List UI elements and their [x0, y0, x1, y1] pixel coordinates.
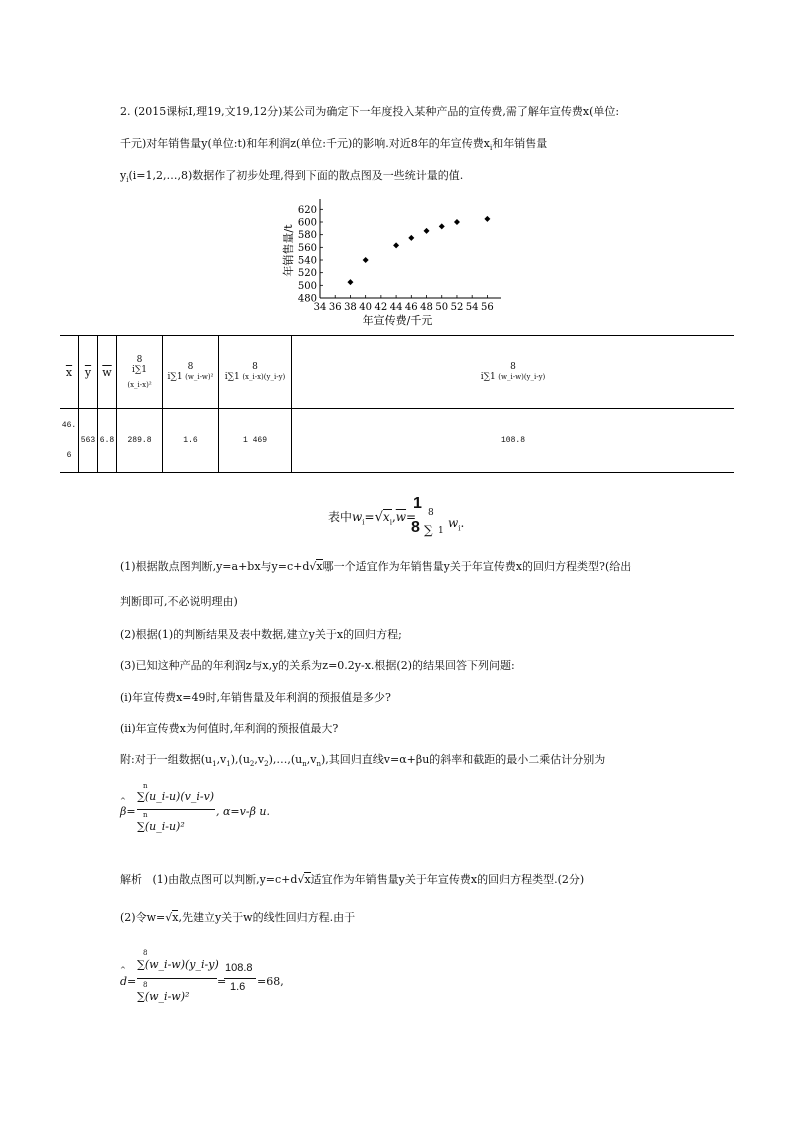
y-axis-label: 年销售量/t — [282, 224, 295, 277]
solution-2: (2)令w=√x,先建立y关于w的线性回归方程.由于 — [120, 911, 356, 924]
value-sum-ww: 1.6 — [163, 409, 219, 473]
x-tick-label: 34 — [313, 302, 327, 313]
appendix-dots: ),…,(u — [268, 753, 303, 766]
sum-expression: i∑1 (w_i-w)² — [167, 372, 214, 382]
y-tick-label: 500 — [297, 280, 317, 292]
note-comma: , — [391, 510, 396, 524]
x-tick-label: 50 — [435, 302, 449, 313]
appendix-start: 附:对于一组数据(u — [120, 753, 213, 766]
value-xbar: 46. 6 — [60, 409, 79, 473]
problem-line-2-end: 和年销售量 — [492, 137, 548, 150]
alpha-formula: , α=v-β u. — [216, 805, 271, 818]
x-tick-label: 42 — [374, 302, 388, 313]
d-label: d= — [120, 975, 137, 988]
solution-label: 解析 — [120, 873, 142, 886]
table-note — [328, 508, 416, 526]
subscript-i: i — [126, 176, 129, 185]
q1-part-b: 哪一个适宜作为年销售量y关于年宣传费x的回归方程类型?(给出 — [322, 560, 632, 573]
beta-label: β= — [120, 805, 136, 818]
table-value-row — [60, 409, 734, 473]
value-sum-wy: 108.8 — [292, 409, 735, 473]
d-frac-den: 1.6 — [230, 981, 246, 993]
sum-top: 8 — [252, 362, 258, 372]
data-point — [454, 219, 460, 225]
solution-1-text: (1)由散点图可以判断,y=c+d — [152, 873, 298, 886]
note-w-sub: i — [362, 518, 365, 527]
x-tick-label: 54 — [465, 302, 479, 313]
w-var: w — [352, 510, 363, 524]
frac-num: 1 — [413, 495, 422, 512]
question-3-ii: (ii)年宣传费x为何值时,年利润的预报值最大? — [120, 722, 339, 735]
x-tick-label: 56 — [481, 302, 494, 313]
problem-line-2-text: 千元)对年销售量y(单位:t)和年利润z(单位:千元)的影响.对近8年的年宣传费x — [120, 137, 490, 150]
sqrt-icon: √ — [309, 560, 317, 573]
d-den-top: 8 — [143, 981, 148, 989]
value-sum-xx: 289.8 — [117, 409, 163, 473]
table-header-row — [60, 336, 734, 409]
d-equals: = — [217, 975, 227, 988]
d-frac2-line — [224, 978, 256, 979]
note-sqrt-sub: i — [389, 518, 392, 527]
value-sum-xy: 1 469 — [219, 409, 292, 473]
d-numerator: ∑(w_i-w)(y_i-y) — [137, 958, 219, 971]
y-tick-label: 560 — [297, 242, 317, 254]
sum-bottom: 1 — [438, 526, 444, 536]
question-2: (2)根据(1)的判断结果及表中数据,建立y关于x的回归方程; — [120, 628, 402, 641]
data-point — [424, 228, 430, 234]
appendix-rest: ),(u — [230, 753, 250, 766]
d-denominator: ∑(w_i-w)² — [137, 990, 190, 1003]
question-3-i: (i)年宣传费x=49时,年销售量及年利润的预报值是多少? — [120, 691, 391, 704]
y-tick-label: 520 — [297, 268, 317, 280]
sum-top: 8 — [428, 508, 434, 518]
note-sqrt-arg: x — [382, 510, 390, 524]
beta-denominator: ∑(u_i-u)² — [137, 820, 185, 833]
problem-line-2 — [120, 137, 547, 155]
x-tick-label: 38 — [344, 302, 357, 313]
sum-term: (x_i-x)² — [127, 381, 152, 389]
problem-line-1: 2. (2015课标Ⅰ,理19,文19,12分)某公司为确定下一年度投入某种产品的宣传费,需了解年宣传费x(单位: — [120, 105, 620, 118]
header-ybar: $\overline{y}$ — [79, 336, 98, 409]
y-tick-label: 540 — [297, 255, 317, 267]
sum-top: 8 — [510, 362, 516, 372]
sqrt-icon: √ — [297, 873, 305, 886]
appendix-end: ),其回归直线v=α+βu的斜率和截距的最小二乘估计分别为 — [321, 753, 606, 766]
stats-table — [60, 335, 734, 473]
question-1: (1)根据散点图判断,y=a+bx与y=c+d√x哪一个适宜作为年销售量y关于年宣传费x的回归方程类型?(给出 — [120, 560, 632, 573]
hat-icon: ^ — [120, 797, 126, 805]
value-ybar: 563 — [79, 409, 98, 473]
x-tick-label: 48 — [420, 302, 433, 313]
d-result: =68, — [257, 975, 284, 988]
value-wbar: 6.8 — [98, 409, 117, 473]
header-sum-xy — [219, 336, 292, 409]
header-sum-ww — [163, 336, 219, 409]
note-eq: = — [364, 510, 375, 524]
problem-line-3 — [120, 169, 463, 187]
note-eq2: = — [406, 510, 417, 524]
data-point — [347, 279, 353, 285]
y-tick-label: 620 — [297, 204, 317, 216]
data-point — [363, 257, 369, 263]
sum-symbol: ∑ — [424, 523, 433, 537]
header-wbar: $\overline{w}$ — [98, 336, 117, 409]
sqrt-icon: √ — [165, 911, 173, 924]
sum-expression: i∑1 (x_i-x)(y_i-y) — [224, 372, 286, 382]
subscript-i: i — [490, 144, 493, 153]
appendix: 附:对于一组数据$(u_1,v_1),(u_2,v_2),\dots,(u_n,v_n)$,其回归直线v=α+βu的斜率和截距的最小二乘估计分别为 — [120, 753, 606, 769]
data-point — [484, 216, 490, 222]
solution-2-text: (2)令w= — [120, 911, 166, 924]
w-bar: $\overline{w}$ — [395, 510, 407, 524]
solution-1: 解析 (1)由散点图可以判断,y=c+d√x适宜作为年销售量y关于年宣传费x的回归方程类型.(2分) — [120, 873, 585, 886]
sum-tail: $w_i$. — [448, 516, 465, 533]
d-num-top: 8 — [143, 949, 148, 957]
beta-numerator: ∑(u_i-u)(v_i-v) — [137, 790, 215, 803]
data-point — [393, 242, 399, 248]
y-var: y — [120, 169, 127, 182]
q1-part-a: (1)根据散点图判断,y=a+bx与y=c+d — [120, 560, 310, 573]
x-tick-label: 52 — [450, 302, 464, 313]
problem-line-3-end: (i=1,2,…,8)数据作了初步处理,得到下面的散点图及一些统计量的值. — [128, 169, 464, 182]
x-tick-label: 40 — [359, 302, 373, 313]
beta-fraction-line — [137, 809, 215, 810]
hat-icon: ^ — [120, 966, 126, 974]
beta-den-top: n — [143, 811, 148, 819]
data-point — [408, 235, 414, 241]
sum-expression: i∑1 (w_i-w)(y_i-y) — [480, 372, 546, 382]
question-1-cont: 判断即可,不必说明理由) — [120, 595, 238, 608]
header-sum-wy — [292, 336, 735, 409]
frac-den: 8 — [411, 519, 420, 536]
scatter-chart — [280, 195, 510, 335]
x-axis-label: 年宣传费/千元 — [362, 314, 433, 327]
sum-top: 8 — [187, 362, 194, 372]
header-xbar: $\overline{x}$ — [60, 336, 79, 409]
sqrt-icon: √ — [374, 510, 383, 525]
sum-sigma: i∑1 — [131, 365, 148, 375]
y-tick-label: 480 — [297, 293, 317, 305]
data-point — [439, 223, 445, 229]
x-tick-label: 36 — [328, 302, 342, 313]
solution-1-end: 适宜作为年销售量y关于年宣传费x的回归方程类型.(2分) — [310, 873, 585, 886]
solution-2-end: ,先建立y关于w的线性回归方程.由于 — [178, 911, 356, 924]
beta-num-top: n — [143, 782, 148, 790]
note-prefix: 表中 — [328, 510, 353, 524]
x-tick-label: 44 — [389, 302, 403, 313]
y-tick-label: 580 — [297, 230, 317, 242]
d-fraction-line — [137, 978, 217, 979]
d-frac-num: 108.8 — [225, 962, 253, 974]
sum-top: 8 — [136, 355, 143, 365]
question-3: (3)已知这种产品的年利润z与x,y的关系为z=0.2y-x.根据(2)的结果回答下列问题: — [120, 659, 515, 672]
x-tick-label: 46 — [404, 302, 418, 313]
header-sum-xx — [117, 336, 163, 409]
y-tick-label: 600 — [297, 217, 317, 229]
